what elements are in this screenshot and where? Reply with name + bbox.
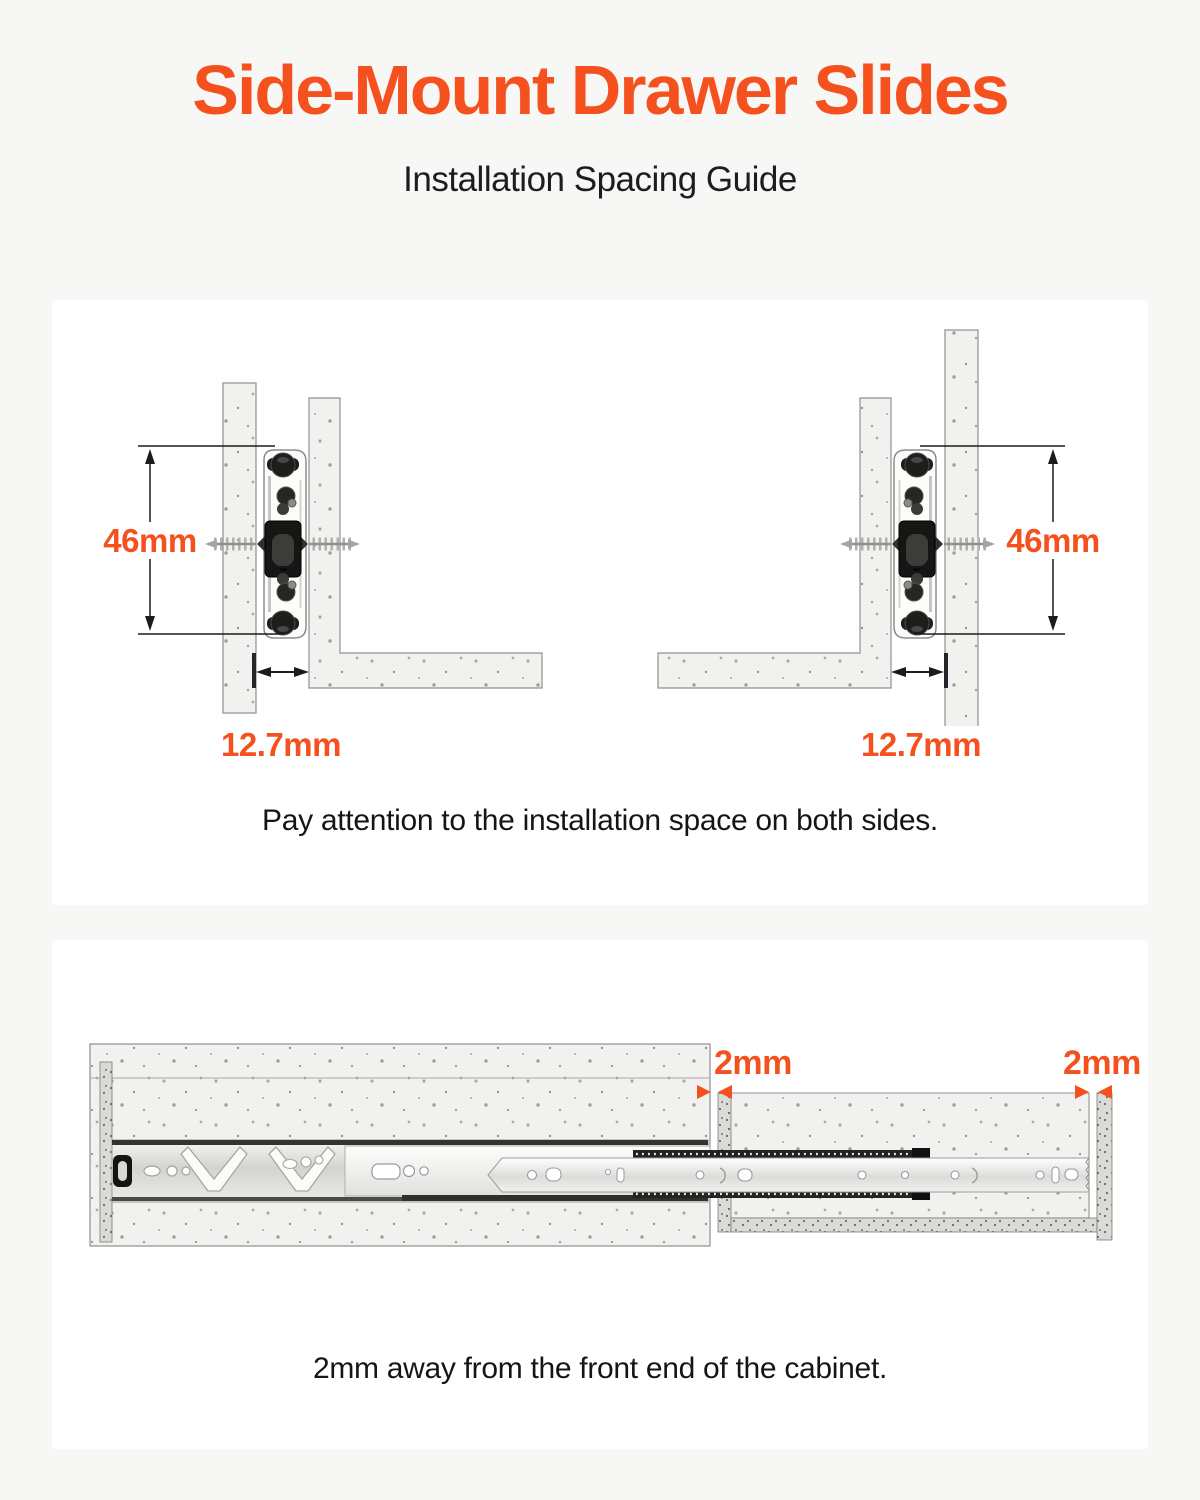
slide-rail-edge [252,653,256,688]
drawer-bottom-panel [731,1218,1097,1232]
height-dimension-label: 46mm [100,522,199,559]
page-subtitle: Installation Spacing Guide [403,160,797,199]
gap-dimension-12-7mm [891,667,944,677]
bottom-caption: 2mm away from the front end of the cabinet. [312,1352,888,1385]
side-gap-dimension-label: 12.7mm [218,726,344,763]
cabinet-back-panel [100,1062,112,1242]
cabinet-side-board [945,330,978,740]
top-panel [52,300,1148,905]
slide-rail-edge [944,653,948,688]
front-gap-space [1089,1094,1097,1217]
slide-cross-section [257,450,308,638]
side-gap-dimension-label: 12.7mm [858,726,984,763]
slide-cross-section [892,450,943,638]
page-title: Side-Mount Drawer Slides [192,51,1008,129]
bottom-panel [52,940,1148,1449]
height-dimension-label: 46mm [1003,522,1102,559]
front-gap-label: 2mm [1063,1044,1141,1082]
gap-dimension-12-7mm [256,667,309,677]
top-caption: Pay attention to the installation space on both sides. [262,804,938,837]
inner-rail [488,1158,1089,1192]
drawer-front-panel [1097,1093,1112,1240]
rear-gap-label: 2mm [714,1044,792,1082]
